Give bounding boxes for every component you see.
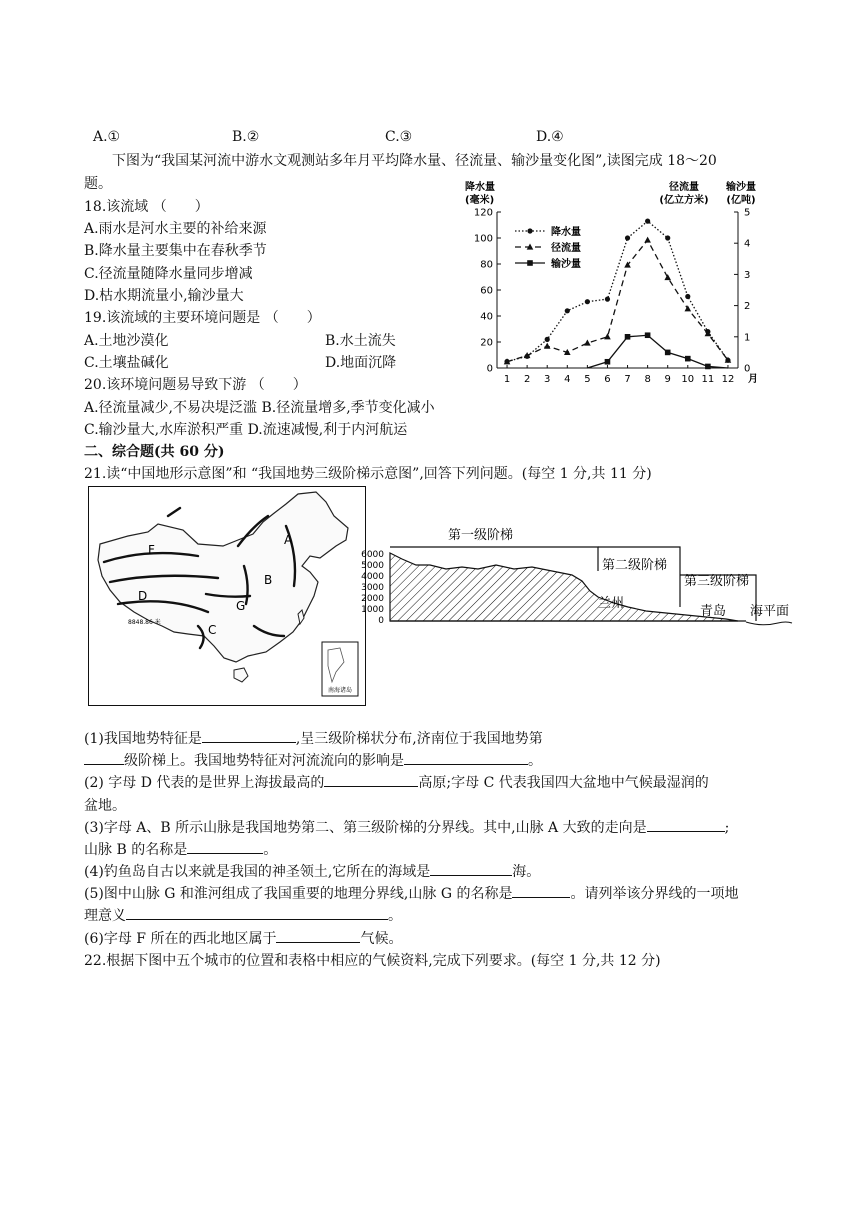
q21-blank-8[interactable] bbox=[512, 883, 570, 898]
svg-text:4000: 4000 bbox=[361, 572, 384, 582]
q18-option-c: C.径流量随降水量同步增减 bbox=[84, 266, 253, 282]
left-tick-label: 80 bbox=[480, 259, 493, 271]
q18-stem: 18.该流域 （ ） bbox=[84, 199, 209, 215]
series-point-runoff bbox=[604, 333, 611, 339]
series-point-precip bbox=[605, 297, 610, 302]
left-axis-title-line2: (毫米) bbox=[465, 195, 495, 206]
q21-blank-9[interactable] bbox=[126, 905, 388, 920]
svg-text:5000: 5000 bbox=[361, 561, 384, 571]
x-tick-label: 11 bbox=[701, 374, 715, 385]
sea-floor bbox=[746, 622, 792, 625]
step-two-label: 第二级阶梯 bbox=[602, 558, 668, 573]
q21-blank-4[interactable] bbox=[324, 772, 418, 787]
option-b: B.② bbox=[232, 129, 260, 145]
inset-label: 南海诸岛 bbox=[327, 687, 353, 694]
map-label-g: G bbox=[236, 599, 246, 613]
q21-p5-line2: 理意义 。 bbox=[84, 905, 402, 927]
q19-option-d: D.地面沉降 bbox=[325, 355, 397, 371]
map-label-c: C bbox=[208, 623, 217, 637]
q19-option-a: A.土地沙漠化 bbox=[84, 333, 169, 349]
city-qingdao: 青岛 bbox=[700, 604, 727, 619]
section-heading: 二、综合题(共 60 分) bbox=[84, 444, 225, 460]
q21-p1-line2: 级阶梯上。我国地势特征对河流流向的影响是 。 bbox=[84, 750, 542, 772]
sediment-axis-title-line1: 输沙量 bbox=[726, 182, 756, 193]
sediment-axis-title-line2: (亿吨) bbox=[726, 195, 756, 206]
chart-legend bbox=[515, 225, 581, 270]
q21-p5-line1: (5)图中山脉 G 和淮河组成了我国重要的地理分界线,山脉 G 的名称是 。请列举该分界线的一项地 bbox=[84, 883, 738, 905]
svg-text:0: 0 bbox=[378, 616, 384, 626]
q21-p6: (6)字母 F 所在的西北地区属于 气候。 bbox=[84, 928, 402, 950]
legend-marker-precip bbox=[527, 228, 532, 233]
map-label-f: F bbox=[148, 543, 155, 557]
runoff-axis-title-line2: (亿立方米) bbox=[659, 195, 709, 206]
series-point-precip bbox=[585, 299, 590, 304]
x-tick-label: 10 bbox=[681, 374, 695, 385]
intro-line2: 题。 bbox=[84, 176, 112, 192]
map-label-a: A bbox=[284, 533, 293, 547]
svg-text:2000: 2000 bbox=[361, 594, 384, 604]
sea-level-label: 海平面 bbox=[750, 604, 790, 619]
left-tick-label: 40 bbox=[480, 311, 493, 323]
q21-stem: 21.读“中国地形示意图”和 “我国地势三级阶梯示意图”,回答下列问题。(每空 1 分,共 11 分) bbox=[84, 466, 652, 482]
series-point-sediment bbox=[625, 334, 631, 340]
x-tick-label: 1 bbox=[503, 374, 511, 385]
right-tick-label: 0 bbox=[744, 363, 751, 375]
china-terrain-map bbox=[88, 486, 366, 706]
left-axis-title-line1: 降水量 bbox=[465, 182, 495, 193]
legend-label-sediment: 输沙量 bbox=[551, 259, 581, 270]
step-three-label: 第三级阶梯 bbox=[684, 574, 750, 589]
series-point-precip bbox=[665, 235, 670, 240]
profile-yticks bbox=[361, 550, 384, 626]
q21-p4: (4)钓鱼岛自古以来就是我国的神圣领土,它所在的海域是 海。 bbox=[84, 861, 540, 883]
q21-p3-line1: (3)字母 A、B 所示山脉是我国地势第二、第三级阶梯的分界线。其中,山脉 A 大致的走向是 ; bbox=[84, 817, 729, 839]
q21-blank-1[interactable] bbox=[202, 728, 296, 743]
x-axis-title: 月 bbox=[748, 374, 758, 385]
legend-marker-sediment bbox=[527, 260, 533, 266]
x-tick-label: 6 bbox=[604, 374, 611, 385]
terrain-profile-diagram bbox=[361, 525, 796, 635]
runoff-axis-title-line1: 径流量 bbox=[669, 182, 699, 193]
step-one-label: 第一级阶梯 bbox=[448, 528, 514, 543]
q20-options-line2: C.输沙量大,水库淤积严重 D.流速减慢,利于内河航运 bbox=[84, 422, 408, 438]
left-tick-label: 120 bbox=[473, 207, 493, 219]
q21-blank-3[interactable] bbox=[404, 750, 528, 765]
x-tick-label: 4 bbox=[564, 374, 571, 385]
map-label-d: D bbox=[138, 589, 148, 603]
q19-option-c: C.土壤盐碱化 bbox=[84, 355, 169, 371]
q19-stem: 19.该流域的主要环境问题是 （ ） bbox=[84, 310, 321, 326]
q19-option-b: B.水土流失 bbox=[325, 333, 396, 349]
q21-p1-line1: (1)我国地势特征是 ,呈三级阶梯状分布,济南位于我国地势第 bbox=[84, 728, 543, 750]
left-tick-label: 20 bbox=[480, 337, 493, 349]
option-a: A.① bbox=[93, 129, 121, 145]
map-label-b: B bbox=[264, 573, 273, 587]
left-tick-label: 60 bbox=[480, 285, 493, 297]
left-tick-label: 100 bbox=[473, 233, 493, 245]
series-point-sediment bbox=[605, 359, 611, 365]
q20-options-line1: A.径流量减少,不易决堤泛滥 B.径流量增多,季节变化减小 bbox=[84, 400, 435, 416]
series-point-sediment bbox=[705, 364, 711, 370]
q18-option-b: B.降水量主要集中在春秋季节 bbox=[84, 243, 267, 259]
series-point-precip bbox=[645, 219, 650, 224]
series-point-runoff bbox=[584, 340, 591, 346]
x-tick-label: 5 bbox=[584, 374, 591, 385]
q21-blank-2[interactable] bbox=[84, 750, 124, 765]
option-d: D.④ bbox=[536, 129, 564, 145]
q21-blank-5[interactable] bbox=[647, 817, 725, 832]
q21-p2-line2: 盆地。 bbox=[84, 798, 126, 814]
svg-text:3000: 3000 bbox=[361, 583, 384, 593]
series-point-sediment bbox=[645, 332, 651, 338]
x-tick-label: 2 bbox=[523, 374, 531, 385]
x-tick-label: 8 bbox=[644, 374, 651, 385]
legend-label-precip: 降水量 bbox=[551, 227, 581, 238]
legend-label-runoff: 径流量 bbox=[551, 243, 581, 254]
series-point-precip bbox=[685, 294, 690, 299]
right-tick-label: 1 bbox=[744, 332, 751, 344]
series-point-sediment bbox=[665, 350, 671, 356]
series-line-precip bbox=[507, 221, 728, 361]
q21-blank-6[interactable] bbox=[187, 839, 263, 854]
series-line-runoff bbox=[507, 240, 728, 362]
q21-blank-7[interactable] bbox=[430, 861, 512, 876]
series-point-precip bbox=[545, 337, 550, 342]
hydrology-chart bbox=[455, 178, 795, 393]
x-tick-label: 9 bbox=[664, 374, 671, 385]
x-tick-label: 12 bbox=[721, 374, 735, 385]
q20-stem: 20.该环境问题易导致下游 （ ） bbox=[84, 377, 307, 393]
intro-line1: 下图为“我国某河流中游水文观测站多年月平均降水量、径流量、输沙量变化图”,读图完成 18～20 bbox=[112, 153, 717, 169]
series-point-runoff bbox=[644, 237, 651, 243]
series-point-precip bbox=[565, 308, 570, 313]
q21-p3-line2: 山脉 B 的名称是 。 bbox=[84, 839, 277, 861]
right-tick-label: 3 bbox=[744, 269, 751, 281]
q18-option-d: D.枯水期流量小,输沙量大 bbox=[84, 288, 244, 304]
right-tick-label: 4 bbox=[744, 238, 751, 250]
q21-blank-10[interactable] bbox=[276, 928, 360, 943]
x-tick-label: 3 bbox=[544, 374, 551, 385]
x-tick-label: 7 bbox=[624, 374, 631, 385]
right-tick-label: 5 bbox=[744, 207, 751, 219]
q21-p2-line1: (2) 字母 D 代表的是世界上海拔最高的 高原;字母 C 代表我国四大盆地中气候最湿润的 bbox=[84, 772, 709, 794]
svg-text:6000: 6000 bbox=[361, 550, 384, 560]
series-point-precip bbox=[625, 235, 630, 240]
city-lanzhou: 兰州 bbox=[598, 596, 625, 611]
q18-option-a: A.雨水是河水主要的补给来源 bbox=[84, 221, 267, 237]
option-c: C.③ bbox=[385, 129, 413, 145]
svg-text:1000: 1000 bbox=[361, 605, 384, 615]
series-point-runoff bbox=[544, 343, 551, 349]
chart-series bbox=[504, 219, 732, 370]
left-tick-label: 0 bbox=[486, 363, 493, 375]
q22-stem: 22.根据下图中五个城市的位置和表格中相应的气候资料,完成下列要求。(每空 1 分,共 12 分) bbox=[84, 953, 661, 969]
series-point-sediment bbox=[685, 356, 691, 362]
right-tick-label: 2 bbox=[744, 301, 751, 313]
series-point-runoff bbox=[664, 274, 671, 280]
peak-label: 8848.86 米 bbox=[128, 619, 161, 626]
